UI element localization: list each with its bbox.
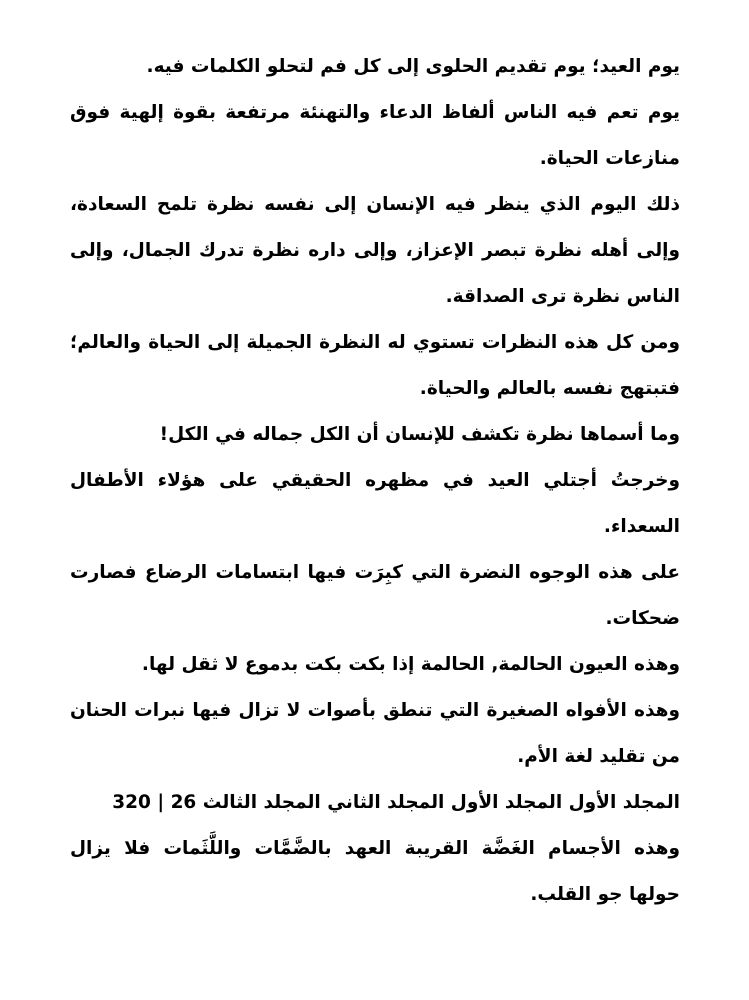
paragraph: يوم العيد؛ يوم تقديم الحلوى إلى كل فم لتحلو الكلمات فيه. bbox=[146, 56, 680, 77]
paragraph: وما أسماها نظرة تكشف للإنسان أن الكل جماله في الكل! bbox=[159, 424, 680, 445]
volume-page-line: المجلد الأول المجلد الأول المجلد الثاني المجلد الثالث 26 | 320 bbox=[112, 792, 680, 813]
paragraph: ذلك اليوم الذي ينظر فيه الإنسان إلى نفسه نظرة تلمح السعادة، وإلى أهله نظرة تبصر الإعزاز، وإلى داره نظرة تدرك الجمال، وإلى الناس نظرة ترى الصداقة. bbox=[70, 194, 680, 307]
paragraph: على هذه الوجوه النضرة التي كبِرَت فيها ابتسامات الرضاع فصارت ضحكات. bbox=[70, 562, 680, 629]
paragraph: وهذه الأجسام الغَضَّة القريبة العهد بالضَّمَّات واللَّثَمات فلا يزال حولها جو القلب. bbox=[70, 838, 680, 905]
paragraph: وهذه العيون الحالمة, الحالمة إذا بكت بكت بدموع لا ثقل لها. bbox=[141, 654, 680, 675]
paragraph: وهذه الأفواه الصغيرة التي تنطق بأصوات لا تزال فيها نبرات الحنان من تقليد لغة الأم. bbox=[70, 700, 680, 767]
paragraph: ومن كل هذه النظرات تستوي له النظرة الجميلة إلى الحياة والعالم؛ فتبتهج نفسه بالعالم والحياة. bbox=[70, 332, 680, 399]
document-page bbox=[70, 44, 680, 918]
paragraph: وخرجتُ أجتلي العيد في مظهره الحقيقي على هؤلاء الأطفال السعداء. bbox=[70, 470, 680, 537]
paragraph: يوم تعم فيه الناس ألفاظ الدعاء والتهنئة مرتفعة بقوة إلهية فوق منازعات الحياة. bbox=[70, 102, 680, 169]
